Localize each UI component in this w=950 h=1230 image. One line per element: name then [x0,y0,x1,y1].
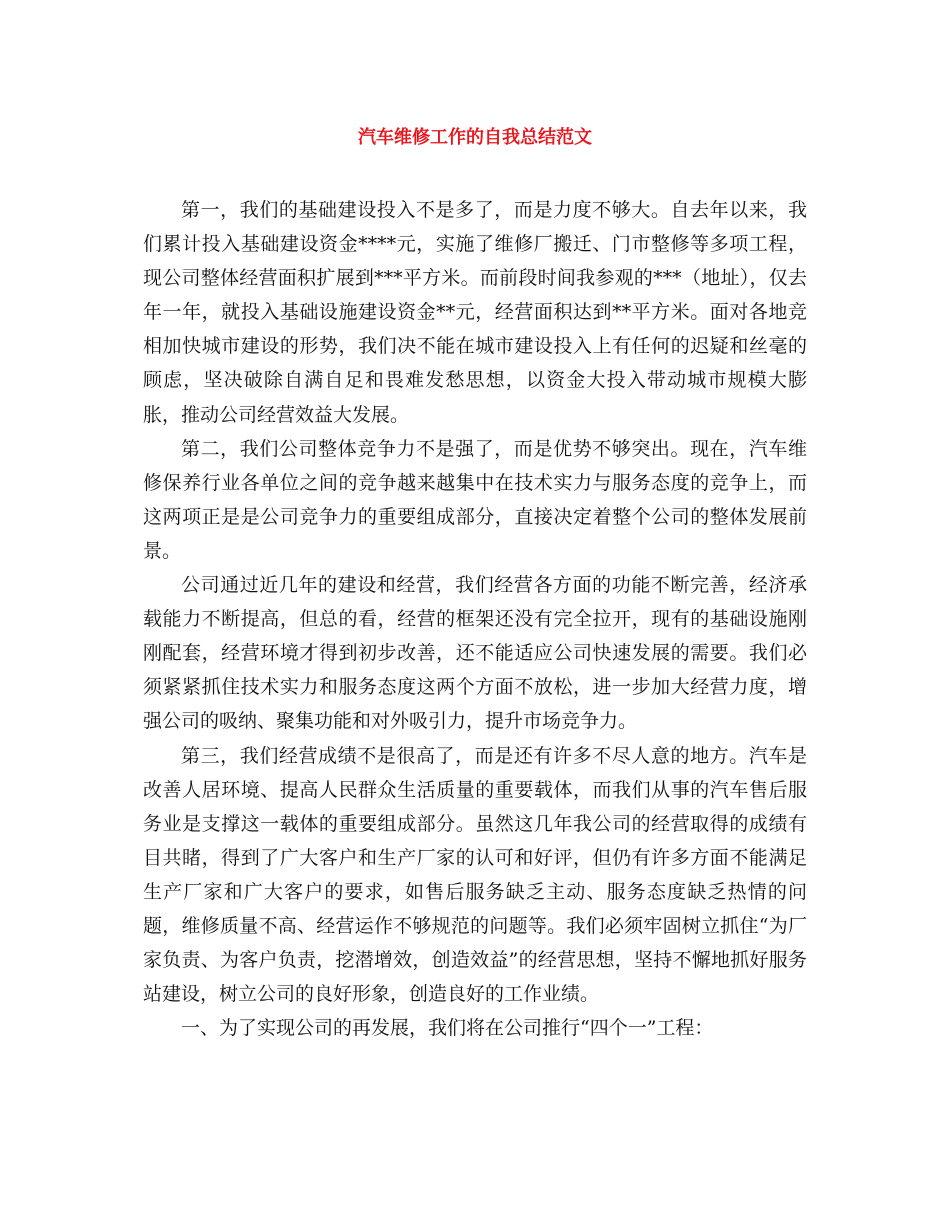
paragraph-1: 第一，我们的基础建设投入不是多了，而是力度不够大。自去年以来，我们累计投入基础建设资金****元，实施了维修厂搬迁、门市整修等多项工程，现公司整体经营面积扩展到***平方米。而前段时间我参观的***（地址），仅去年一年，就投入基础设施建设资金**元，经营面积达到**平方米。面对各地竞相加快城市建设的形势，我们决不能在城市建设投入上有任何的迟疑和丝毫的顾虑，坚决破除自满自足和畏难发愁思想，以资金大投入带动城市规模大膨胀，推动公司经营效益大发展。 [143,199,807,426]
paragraph-3: 公司通过近几年的建设和经营，我们经营各方面的功能不断完善，经济承载能力不断提高，但总的看，经营的框架还没有完全拉开，现有的基础设施刚刚配套，经营环境才得到初步改善，还不能适应公司快速发展的需要。我们必须紧紧抓住技术实力和服务态度这两个方面不放松，进一步加大经营力度，增强公司的吸纳、聚集功能和对外吸引力，提升市场竞争力。 [143,574,807,733]
paragraph-2: 第二，我们公司整体竞争力不是强了，而是优势不够突出。现在，汽车维修保养行业各单位之间的竞争越来越集中在技术实力与服务态度的竞争上，而这两项正是是公司竞争力的重要组成部分，直接决定着整个公司的整体发展前景。 [143,437,807,562]
paragraph-5: 一、为了实现公司的再发展，我们将在公司推行“四个一”工程： [181,1017,714,1040]
paragraph-4: 第三，我们经营成绩不是很高了，而是还有许多不尽人意的地方。汽车是改善人居环境、提高人民群众生活质量的重要载体，而我们从事的汽车售后服务业是支撑这一载体的重要组成部分。虽然这几年我公司的经营取得的成绩有目共睹，得到了广大客户和生产厂家的认可和好评，但仍有许多方面不能满足生产厂家和广大客户的要求，如售后服务缺乏主动、服务态度缺乏热情的问题，维修质量不高、经营运作不够规范的问题等。我们必须牢固树立抓住“为厂家负责、为客户负责，挖潜增效，创造效益”的经营思想，坚持不懈地抓好服务站建设，树立公司的良好形象，创造良好的工作业绩。 [143,744,807,1006]
document-title: 汽车维修工作的自我总结范文 [358,127,592,148]
document-body [143,193,807,1045]
